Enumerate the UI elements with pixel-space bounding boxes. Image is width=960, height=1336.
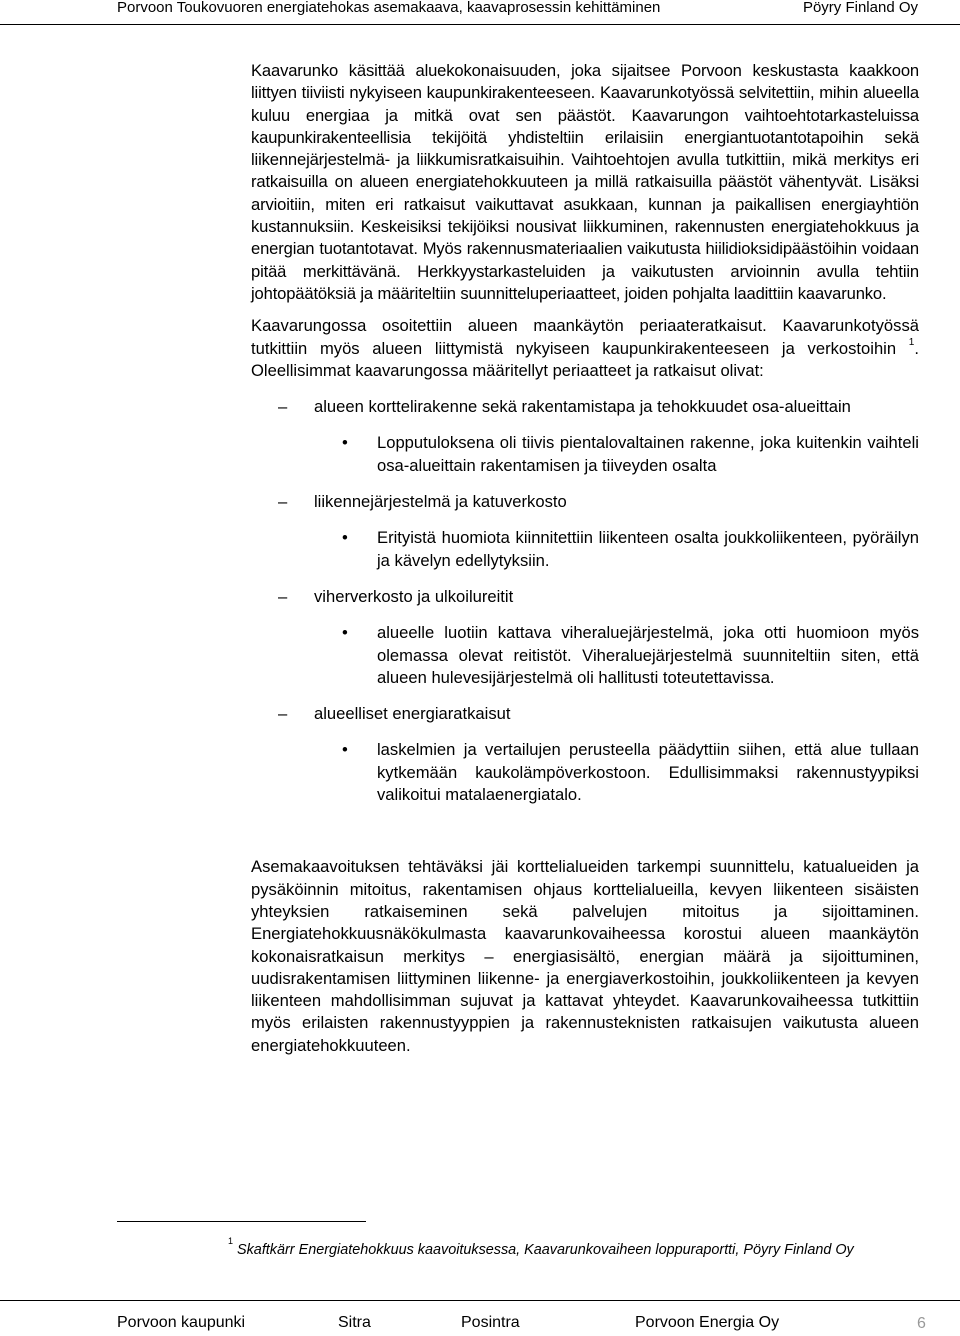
list-item xyxy=(251,703,919,725)
paragraph-intro: Kaavarunko käsittää aluekokonaisuuden, joka sijaitsee Porvoon keskustasta kaakkoon liittyen tiiviisti nykyiseen kaupunkirakenteeseen. Kaavarunkotyössä selvitettiin, mihin alueella kuluu energiaa ja mitkä ovat sen päästöt. Kaavarungon vaihtoehtotarkasteluissa kaupunkirakenteellisia tekijöitä yhdisteltiin erilaisiin energiantuotantotapoihin sekä liikennejärjestelmä- ja liikkumisratkaisuihin. Vaihtoehtojen avulla tutkittiin, mikä merkitys eri ratkaisuilla on alueen energiatehokkuuteen ja millä ratkaisuilla päästöt vähentyvät. Lisäksi arvioitiin, miten eri ratkaisut vaikuttavat asukkaan, kunnan ja paikallisen energiayhtiön kustannuksiin. Keskeisiksi tekijöiksi nousivat liikkuminen, rakennusten energiatehokkuus ja energian tuotantotavat. Myös rakennusmateriaalien vaikutusta hiilidioksidipäästöihin voidaan pitää merkittävänä. Herkkyystarkasteluiden ja vaikutusten arvioinnin avulla tehtiin johtopäätöksiä ja määriteltiin suunnitteluperiaatteet, joiden pohjalta laadittiin kaavarunko. xyxy=(251,61,919,303)
list-subitem-text: laskelmien ja vertailujen perusteella päädyttiin siihen, että alue tullaan kytkemään kaukolämpöverkostoon. Edullisimmaksi rakennustyypiksi valikoitui matalaenergiatalo. xyxy=(377,740,919,805)
list-item xyxy=(251,396,919,418)
paragraph-zoning: Asemakaavoituksen tehtäväksi jäi korttelialueiden tarkempi suunnittelu, katualueiden ja pysäköinnin mitoitus, rakentamisen ohjaus korttelialueilla, kevyen liikenteen sisäisten yhteyksien ratkaiseminen sekä palvelujen mitoitus ja sijoittaminen. Energiatehokkuusnäkökulmasta kaavarunkovaiheessa korostui alueen maankäytön kokonaisratkaisun merkitys – energiasisältö, energian määrä ja sijoittuminen, uudisrakentamisen liittyminen liikenne- ja energiaverkostoihin, joukkoliikenteen ja kevyen liikenteen mahdollisimman sujuvat ja kattavat yhteydet. Kaavarunkovaiheessa tutkittiin myös erilaisten rakennustyyppien ja rakennusteknisten ratkaisujen vaikutusta alueen energiatehokkuuteen. xyxy=(251,857,919,1055)
dash-marker: – xyxy=(278,397,288,417)
list-subitem-text: Erityistä huomiota kiinnitettiin liikenteen osalta joukkoliikenteen, pyöräilyn ja kävelyn edellytyksiin. xyxy=(377,528,919,570)
footer-org-porvoon-energia: Porvoon Energia Oy xyxy=(635,1314,780,1331)
paragraph-principles-tail: . Oleellisimmat kaavarungossa määritellyt periaatteet ja ratkaisut olivat: xyxy=(251,338,919,380)
list-item xyxy=(251,586,919,608)
footer-org-sitra: Sitra xyxy=(338,1314,371,1331)
principles-list xyxy=(251,396,919,806)
footnote-divider xyxy=(117,1221,366,1222)
page-number: 6 xyxy=(917,1315,926,1332)
list-item-heading: alueelliset energiaratkaisut xyxy=(314,704,511,724)
list-item xyxy=(251,491,919,513)
paragraph-principles-text: Kaavarungossa osoitettiin alueen maankäytön periaateratkaisut. Kaavarunkotyössä tutkittiin myös alueen liittymistä nykyiseen kaupunkirakenteeseen ja verkostoihin xyxy=(251,316,919,358)
dash-marker: – xyxy=(278,704,288,724)
footnote-number: 1 xyxy=(228,1236,234,1247)
bullet-marker: • xyxy=(342,623,348,643)
footer-org-posintra: Posintra xyxy=(461,1314,520,1331)
footer-org-porvoo: Porvoon kaupunki xyxy=(117,1314,246,1331)
footnote xyxy=(228,1236,854,1260)
list-subitem xyxy=(251,432,919,477)
footnote-reference: 1 xyxy=(908,337,915,349)
bullet-marker: • xyxy=(342,740,348,760)
list-item-heading: viherverkosto ja ulkoilureitit xyxy=(314,586,514,606)
header-title: Porvoon Toukovuoren energiatehokas asemakaava, kaavaprosessin kehittäminen xyxy=(117,0,661,16)
list-item-heading: alueen korttelirakenne sekä rakentamistapa ja tehokkuudet osa-alueittain xyxy=(314,397,851,417)
list-item-heading: liikennejärjestelmä ja katuverkosto xyxy=(314,492,567,512)
page-footer xyxy=(0,1300,960,1336)
dash-marker: – xyxy=(278,492,288,512)
page-header xyxy=(0,0,960,25)
list-subitem-text: Lopputuloksena oli tiivis pientalovaltainen rakenne, joka kuitenkin vaihteli osa-alueittain rakentamisen ja tiiveyden osalta xyxy=(377,433,919,475)
list-subitem xyxy=(251,739,919,806)
dash-marker: – xyxy=(278,586,288,606)
bullet-marker: • xyxy=(342,528,348,548)
main-content xyxy=(251,60,919,1074)
list-subitem xyxy=(251,527,919,572)
paragraph-principles xyxy=(251,315,919,382)
bullet-marker: • xyxy=(342,433,348,453)
header-company: Pöyry Finland Oy xyxy=(802,0,918,16)
list-subitem-text: alueelle luotiin kattava viheraluejärjestelmä, joka otti huomioon myös olemassa olevat reitistöt. Viheraluejärjestelmä suunniteltiin siten, että alueen hulevesijärjestelmä oli hallitusti toteutettavissa. xyxy=(377,623,919,687)
list-subitem xyxy=(251,622,919,689)
footnote-text: Skaftkärr Energiatehokkuus kaavoituksessa, Kaavarunkovaiheen loppuraportti, Pöyry Finland Oy xyxy=(237,1242,854,1258)
